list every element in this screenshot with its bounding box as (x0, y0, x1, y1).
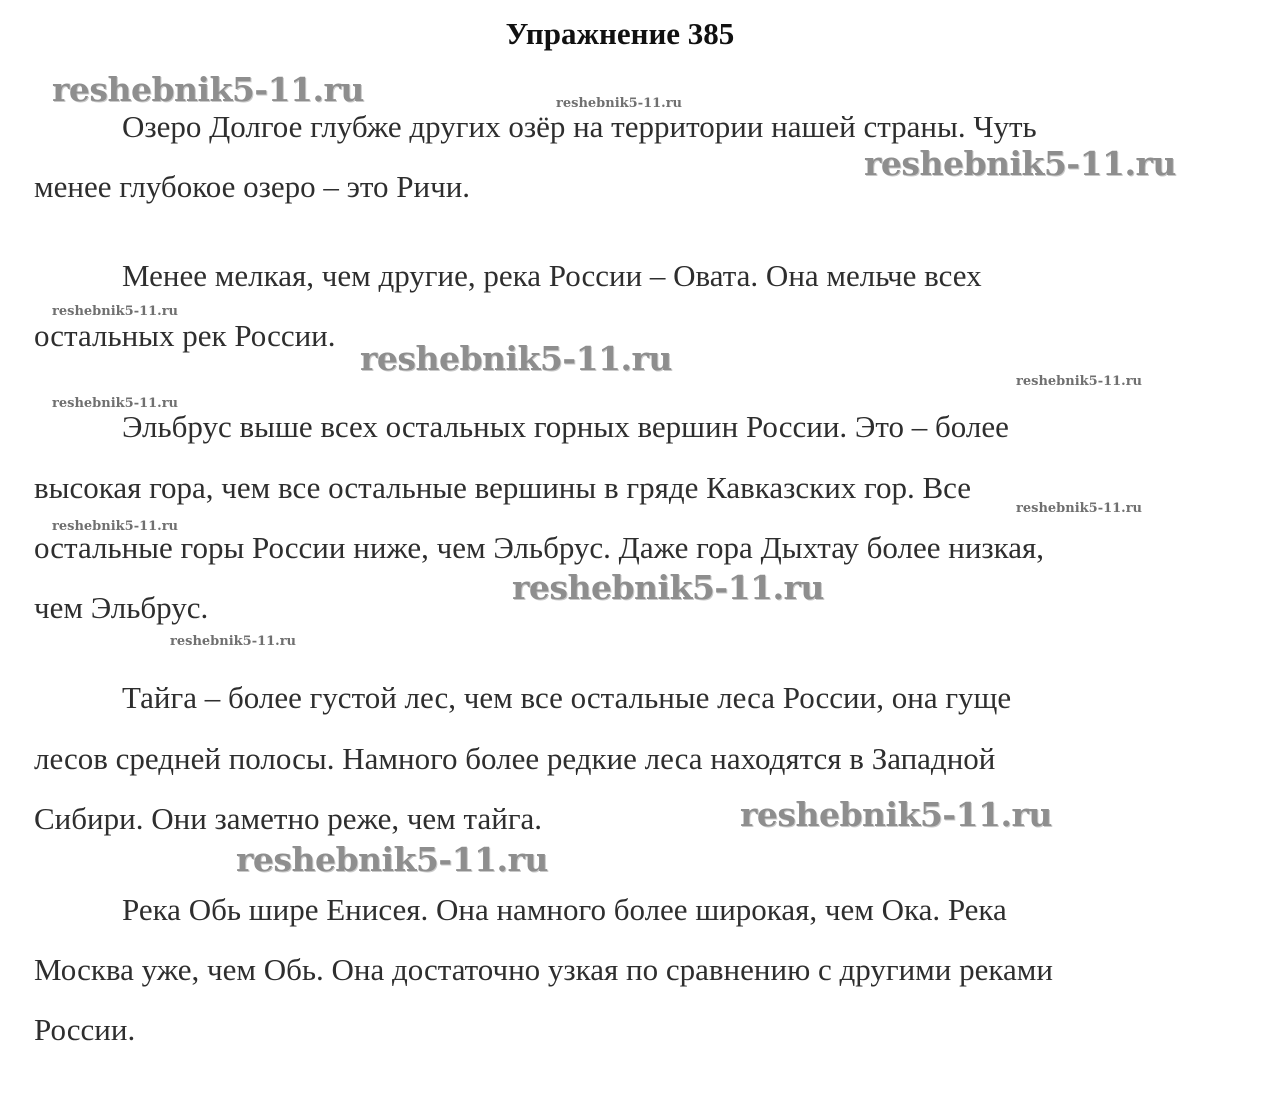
text-line: Озеро Долгое глубже других озёр на территории нашей страны. Чуть (122, 109, 1037, 144)
watermark: reshebnik5-11.ru (236, 840, 548, 879)
text-line: Тайга – более густой лес, чем все остальные леса России, она гуще (122, 680, 1012, 715)
text-line: менее глубокое озеро – это Ричи. (34, 169, 471, 204)
text-line: Москва уже, чем Обь. Она достаточно узкая по сравнению с другими реками (34, 952, 1053, 987)
text-line: Менее мелкая, чем другие, река России – Овата. Она мельче всех (122, 258, 982, 293)
exercise-title: Упражнение 385 (505, 16, 735, 51)
watermark: reshebnik5-11.ru (360, 339, 672, 378)
watermark-small: reshebnik5-11.ru (52, 396, 179, 411)
watermark: reshebnik5-11.ru (740, 795, 1052, 834)
watermark-small: reshebnik5-11.ru (52, 519, 179, 534)
text-line: лесов средней полосы. Намного более редкие леса находятся в Западной (34, 741, 996, 776)
text-line: Сибири. Они заметно реже, чем тайга. (34, 801, 543, 836)
text-line: Река Обь шире Енисея. Она намного более широкая, чем Ока. Река (122, 892, 1007, 927)
watermark-small: reshebnik5-11.ru (1016, 501, 1143, 516)
watermark: reshebnik5-11.ru (512, 568, 824, 607)
text-line: остальных рек России. (34, 318, 336, 353)
text-line: Эльбрус выше всех остальных горных вершин России. Это – более (122, 409, 1009, 444)
watermark: reshebnik5-11.ru (864, 144, 1176, 183)
watermark: reshebnik5-11.ru (52, 70, 364, 109)
text-line: остальные горы России ниже, чем Эльбрус. Даже гора Дыхтау более низкая, (34, 530, 1045, 565)
watermark-small: reshebnik5-11.ru (52, 304, 179, 319)
text-line: России. (34, 1012, 136, 1047)
watermark-small: reshebnik5-11.ru (556, 96, 683, 111)
watermark-small: reshebnik5-11.ru (1016, 374, 1143, 389)
text-line: высокая гора, чем все остальные вершины в гряде Кавказских гор. Все (34, 470, 972, 505)
watermark-small: reshebnik5-11.ru (170, 634, 297, 649)
text-line: чем Эльбрус. (34, 590, 209, 625)
